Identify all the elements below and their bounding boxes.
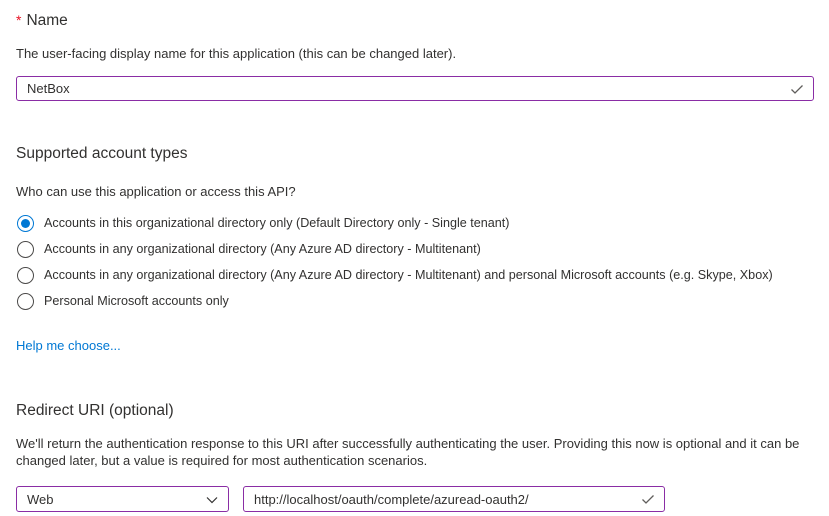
radio-button-icon [17, 267, 34, 284]
radio-single-tenant[interactable] [16, 210, 813, 236]
platform-select-dropdown[interactable] [16, 486, 229, 512]
radio-label: Accounts in this organizational directory only (Default Directory only - Single tenant) [44, 216, 510, 230]
radio-multitenant[interactable] [16, 236, 813, 262]
name-section-title [16, 10, 813, 31]
redirect-uri-value: http://localhost/oauth/complete/azuread-oauth2/ [254, 491, 529, 507]
redirect-uri-title: Redirect URI (optional) [16, 402, 174, 419]
help-me-choose-link[interactable]: Help me choose... [16, 338, 121, 353]
radio-label: Personal Microsoft accounts only [44, 294, 229, 308]
platform-selected-value: Web [27, 491, 54, 507]
redirect-uri-row [16, 486, 813, 512]
radio-personal-only[interactable] [16, 288, 813, 314]
radio-label: Accounts in any organizational directory (Any Azure AD directory - Multitenant) [44, 242, 481, 256]
redirect-uri-description: We'll return the authentication response to this URI after successfully authenticating the user. Providing this now is optional and it can be changed later, but a value is required for most authentication scenarios. [16, 436, 800, 468]
radio-label: Accounts in any organizational directory (Any Azure AD directory - Multitenant) and personal Microsoft accounts (e.g. Skype, Xbox) [44, 268, 773, 282]
name-input[interactable] [16, 76, 814, 101]
radio-button-icon [17, 215, 34, 232]
redirect-uri-input[interactable] [243, 486, 665, 512]
name-description: The user-facing display name for this application (this can be changed later). [16, 46, 457, 61]
radio-multitenant-personal[interactable] [16, 262, 813, 288]
check-icon [789, 81, 805, 97]
account-types-title: Supported account types [16, 145, 188, 162]
name-input-value: NetBox [27, 81, 70, 96]
radio-button-icon [17, 241, 34, 258]
chevron-down-icon [205, 493, 219, 507]
radio-button-icon [17, 293, 34, 310]
name-title-text: Name [26, 12, 68, 29]
check-icon [640, 491, 656, 507]
required-asterisk: * [16, 12, 22, 28]
account-types-question: Who can use this application or access this API? [16, 184, 296, 199]
account-types-radio-group [16, 210, 813, 314]
